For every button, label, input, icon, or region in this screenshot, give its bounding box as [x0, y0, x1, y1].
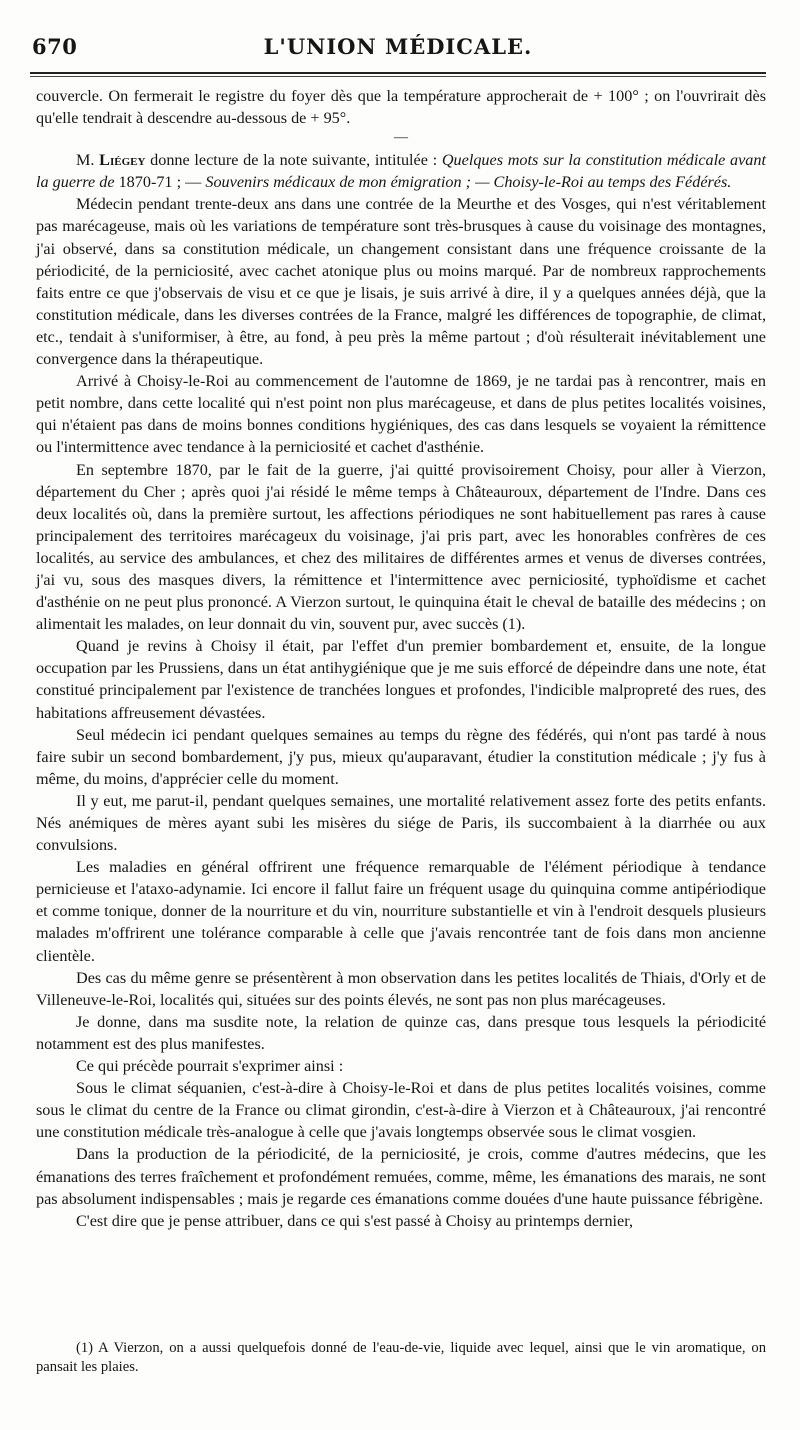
- lecture-paragraph: [36, 149, 766, 193]
- continuation-paragraph: couvercle. On fermerait le registre du foyer dès que la température approcherait de + 100° ; on l'ouvrirait dès qu'elle tendrait à descendre au-dessous de + 95°.: [36, 87, 766, 128]
- paragraph: Ce qui précède pourrait s'exprimer ainsi :: [76, 1057, 344, 1076]
- header-rule-thin: [30, 76, 766, 77]
- note-title: Quelques mots sur la constitution médicale avant la guerre de: [36, 151, 766, 192]
- journal-title: L'UNION MÉDICALE.: [263, 34, 533, 59]
- lecture-prefix: M.: [76, 151, 100, 170]
- paragraph: Des cas du même genre se présentèrent à mon observation dans les petites localités de Thiais, d'Orly et de Villeneuve-le-Roi, localités qui, situées sur des points élevés, ne sont pas non plus marécageuses.: [36, 968, 766, 1009]
- note-year: 1870-71: [118, 173, 173, 192]
- section-separator: —: [394, 130, 408, 146]
- paragraph: Je donne, dans ma susdite note, la relation de quinze cas, dans presque tous lesquels la périodicité notamment est des plus manifestes.: [36, 1012, 766, 1053]
- footnote-text: (1) A Vierzon, on a aussi quelquefois donné de l'eau-de-vie, liquide avec lequel, ainsi que le vin aromatique, on pansait les plaies.: [36, 1340, 766, 1375]
- paragraph: Dans la production de la périodicité, de la perniciosité, je crois, comme d'autres médecins, que les émanations des terres fraîchement et profondément remuées, comme, même, les émanations des marais, ne sont pas absolument indispensables ; mais je regarde ces émanations comme douées d'une haute puissance fébrigène.: [36, 1145, 766, 1208]
- paragraph: En septembre 1870, par le fait de la guerre, j'ai quitté provisoirement Choisy, pour aller à Vierzon, département du Cher ; après quoi j'ai résidé le même temps à Châteauroux, département de l'Indre. Dans ces deux localités où, dans la première surtout, les affections périodiques ne sont habituellement pas rares à cause principalement des territoires marécageux du voisinage, j'ai pris part, avec les honorables confrères de ces localités, au service des ambulances, et chez des militaires de différentes armes et venus de diverses contrées, j'ai vu, sous des masques divers, la rémittence et l'intermittence avec perniciosité, typhoïdisme et cachet d'asthénie on ne peut plus prononcé. A Vierzon surtout, le quinquina était le cheval de bataille des médecins ; on alimentait les malades, on leur donnait du vin, souvent pur, avec succès (1).: [36, 460, 766, 634]
- article-body: [36, 85, 766, 1232]
- note-subtitle: Souvenirs médicaux de mon émigration ; — Choisy-le-Roi au temps des Fédérés.: [205, 173, 732, 192]
- paragraph: Les maladies en général offrirent une fréquence remarquable de l'élément périodique à tendance pernicieuse et l'ataxo-adynamie. Ici encore il fallut faire un fréquent usage du quinquina comme antipériodique et comme tonique, donner de la nourriture et du vin, nourriture substantielle et vin à l'endroit desquels plusieurs malades m'offrirent une tolérance comparable à celle que j'avais rencontrée tant de fois dans mon ancienne clientèle.: [36, 858, 766, 965]
- paragraph: Sous le climat séquanien, c'est-à-dire à Choisy-le-Roi et dans de plus petites localités voisines, comme sous le climat du centre de la France ou climat girondin, c'est-à-dire à Vierzon et à Châteauroux, j'ai rencontré une constitution médicale très-analogue à celle que j'avais longtemps observée sous le climat vosgien.: [36, 1079, 766, 1142]
- note-title-separator: ; —: [172, 173, 206, 192]
- paragraph: Quand je revins à Choisy il était, par l'effet d'un premier bombardement et, ensuite, de la longue occupation par les Prussiens, dans un état antihygiénique que je me suis efforcé de dépeindre dans une note, état constitué principalement par l'existence de tranchées longues et profondes, l'indicible malpropreté des rues, des habitations affreusement dévastées.: [36, 637, 766, 722]
- paragraph: Il y eut, me parut-il, pendant quelques semaines, une mortalité relativement assez forte des petits enfants. Nés anémiques de mères ayant subi les misères du siége de Paris, ils succombaient à la diarrhée ou aux convulsions.: [36, 791, 766, 855]
- header-rule: [30, 72, 766, 74]
- author-name: Liégey: [99, 151, 146, 170]
- paragraph: Arrivé à Choisy-le-Roi au commencement de l'automne de 1869, je ne tardai pas à rencontrer, mais en petit nombre, dans cette localité qui n'est point non plus marécageuse, et dans de plus petites localités voisines, qui n'étaient pas dans de moins bonnes conditions hygiéniques, des cas dans lesquels se voyaient la rémittence ou l'intermittence avec tendance à la perniciosité et cachet d'asthénie.: [36, 372, 766, 457]
- footnote: [36, 1339, 766, 1376]
- paragraph: Médecin pendant trente-deux ans dans une contrée de la Meurthe et des Vosges, qui n'est véritablement pas marécageuse, mais où les variations de température sont très-brusques à cause du voisinage des montagnes, j'ai observé, dans sa constitution médicale, un changement consistant dans une fréquence croissante de la périodicité, de la perniciosité, avec cachet atonique plus ou moins marqué. Par de nombreux rapprochements faits entre ce que j'observais de visu et ce que je lisais, je suis arrivé à dire, il y a quelques années déjà, que la constitution médicale, dans les diverses contrées de la France, malgré les différences de topographie, de climat, etc., tendait à s'uniformiser, à être, au fond, à peu près la même partout ; d'où résulterait inévitablement une convergence dans la thérapeutique.: [36, 195, 766, 369]
- lecture-intro: donne lecture de la note suivante, intitulée :: [145, 151, 442, 170]
- page-number: 670: [32, 34, 78, 59]
- paragraph: C'est dire que je pense attribuer, dans ce qui s'est passé à Choisy au printemps dernier,: [76, 1211, 634, 1230]
- page-header: [30, 34, 766, 70]
- paragraph: Seul médecin ici pendant quelques semaines au temps du règne des fédérés, qui n'ont pas tardé à nous faire subir un second bombardement, j'y pus, mieux qu'auparavant, étudier la constitution médicale ; j'y fus à même, du moins, d'apprécier celle du moment.: [36, 725, 766, 788]
